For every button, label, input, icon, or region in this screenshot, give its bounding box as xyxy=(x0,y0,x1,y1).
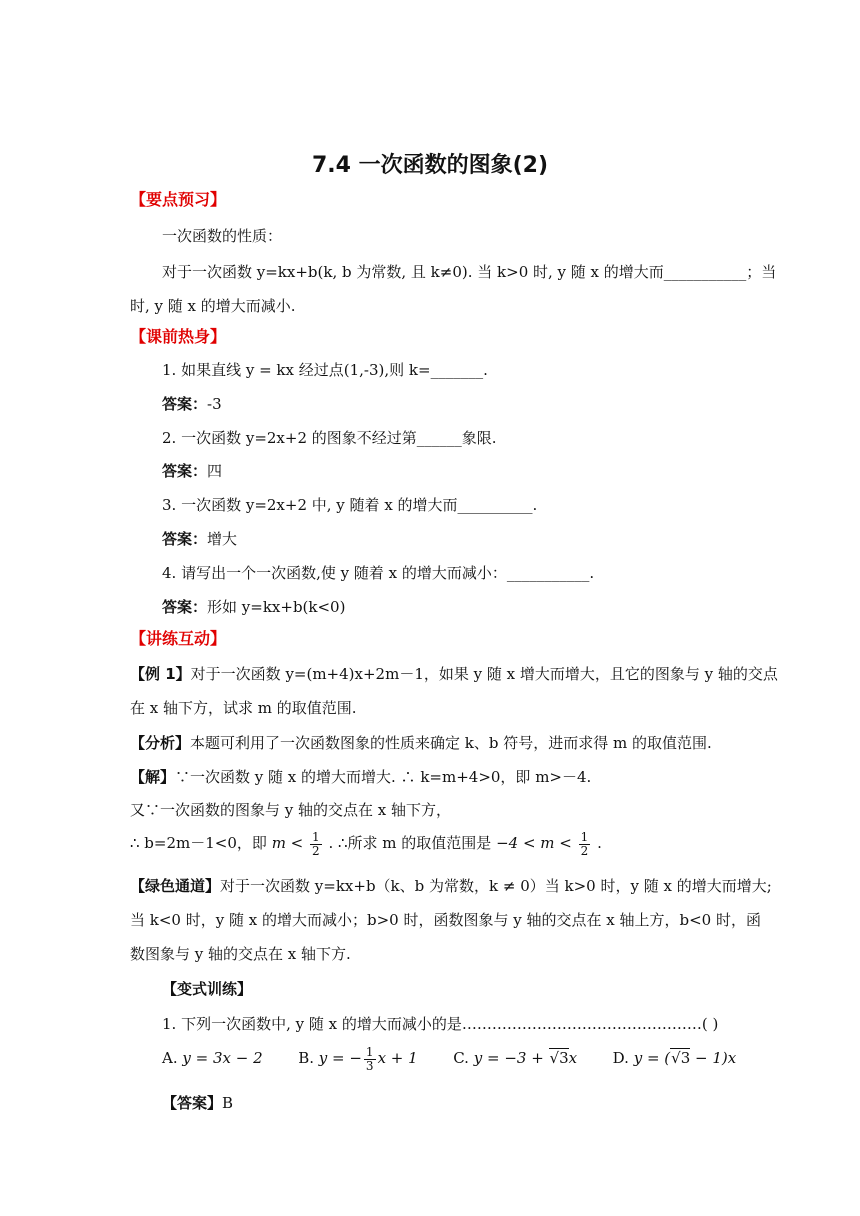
options-row xyxy=(162,1043,736,1073)
fraction-one-half xyxy=(310,831,322,858)
green-text: 对于一次函数 y=kx+b（k、b 为常数，k ≠ 0）当 k>0 时，y 随 x 的增大而增大; xyxy=(220,877,772,895)
answer-value: B xyxy=(222,1094,234,1112)
page-title: 7.4 一次函数的图象(2) xyxy=(311,153,549,178)
option-b-label: B. xyxy=(298,1049,314,1067)
analysis-line xyxy=(130,733,712,753)
answer-value: 形如 y=kx+b(k<0) xyxy=(207,598,346,616)
answer-value: 增大 xyxy=(207,530,238,548)
analysis-text: 本题可利用了一次函数图象的性质来确定 k、b 符号，进而求得 m 的取值范围. xyxy=(190,734,712,752)
option-a-expr: y = 3x − 2 xyxy=(182,1049,263,1067)
frac-num: 1 xyxy=(312,829,320,844)
frac-num: 1 xyxy=(365,1044,374,1059)
option-c-expr-a: y = −3 + xyxy=(473,1049,549,1067)
frac-den: 2 xyxy=(312,843,320,858)
answer-value: 四 xyxy=(207,462,223,480)
option-b xyxy=(298,1044,418,1073)
warmup-answer-3 xyxy=(162,529,237,549)
warmup-question-2: 2. 一次函数 y=2x+2 的图象不经过第______象限. xyxy=(162,429,497,447)
frac-den: 2 xyxy=(580,843,589,858)
variant-question-1: 1. 下列一次函数中, y 随 x 的增大而减小的是…………………………………………( ) xyxy=(162,1015,719,1033)
solution-label: 【解】 xyxy=(130,768,176,786)
answer-label: 答案： xyxy=(162,598,208,616)
variant-label xyxy=(162,979,252,999)
green-line3: 数图象与 y 轴的交点在 x 轴下方. xyxy=(130,945,351,963)
warmup-answer-1 xyxy=(162,394,222,414)
solution3-a: ∴ b=2m－1<0，即 xyxy=(130,834,267,852)
variant-label-text: 【变式训练】 xyxy=(162,980,253,998)
green-line2: 当 k<0 时，y 随 x 的增大而减小；b>0 时，函数图象与 y 轴的交点在 x 轴上方，b<0 时，函 xyxy=(130,911,761,929)
option-d-label: D. xyxy=(612,1049,629,1067)
warmup-answer-2 xyxy=(162,461,222,481)
option-a xyxy=(162,1049,263,1067)
example-line2: 在 x 轴下方，试求 m 的取值范围. xyxy=(130,699,357,717)
preview-line2: 时, y 随 x 的增大而减小. xyxy=(130,297,296,315)
solution-line1 xyxy=(130,767,591,787)
variant-answer xyxy=(162,1093,233,1113)
section-warmup: 【课前热身】 xyxy=(130,327,227,346)
frac-den: 3 xyxy=(365,1058,374,1073)
solution-text: ∵一次函数 y 随 x 的增大而增大. ∴ k=m+4>0，即 m>－4. xyxy=(175,768,592,786)
example-text: 对于一次函数 y=(m+4)x+2m－1，如果 y 随 x 增大而增大，且它的图象与 y 轴的交点 xyxy=(190,665,778,683)
answer-label: 【答案】 xyxy=(162,1094,223,1112)
answer-value: -3 xyxy=(207,395,222,413)
option-d-expr-c: − 1)x xyxy=(690,1049,737,1067)
preview-line1: 对于一次函数 y=kx+b(k, b 为常数, 且 k≠0). 当 k>0 时, y 随 x 的增大而___________；当 xyxy=(162,263,777,281)
green-line1 xyxy=(130,876,772,896)
fraction-one-third xyxy=(364,1046,376,1073)
option-b-expr-a: y = − xyxy=(318,1049,362,1067)
warmup-question-3: 3. 一次函数 y=2x+2 中, y 随着 x 的增大而__________. xyxy=(162,496,538,514)
preview-subtitle: 一次函数的性质： xyxy=(162,227,283,245)
option-a-label: A. xyxy=(162,1049,178,1067)
option-d-expr-a: y = ( xyxy=(633,1049,671,1067)
sqrt-three: √3 xyxy=(671,1049,691,1067)
option-b-expr-b: x + 1 xyxy=(377,1049,418,1067)
sqrt-three: √3 xyxy=(549,1049,569,1067)
answer-label: 答案： xyxy=(162,395,208,413)
analysis-label: 【分析】 xyxy=(130,734,191,752)
option-c xyxy=(453,1048,577,1067)
answer-label: 答案： xyxy=(162,530,208,548)
inequality-m: m < xyxy=(271,834,304,852)
warmup-answer-4 xyxy=(162,597,345,617)
fraction-one-half-2 xyxy=(579,831,591,858)
solution-line2: 又∵一次函数的图象与 y 轴的交点在 x 轴下方， xyxy=(130,801,452,819)
option-d xyxy=(613,1048,737,1067)
answer-label: 答案： xyxy=(162,462,208,480)
frac-num: 1 xyxy=(580,829,589,844)
option-c-label: C. xyxy=(453,1049,469,1067)
example-label: 【例 1】 xyxy=(130,665,191,683)
solution3-e: . xyxy=(597,834,602,852)
example-line1 xyxy=(130,664,778,684)
solution-line3 xyxy=(130,828,602,858)
section-preview: 【要点预习】 xyxy=(130,190,227,209)
range-expression: −4 < m < xyxy=(496,834,572,852)
solution3-c: . ∴所求 m 的取值范围是 xyxy=(328,834,492,852)
warmup-question-1: 1. 如果直线 y = kx 经过点(1,-3),则 k=_______. xyxy=(162,361,488,379)
option-c-expr-c: x xyxy=(568,1049,578,1067)
warmup-question-4: 4. 请写出一个一次函数,使 y 随着 x 的增大而减小：___________. xyxy=(162,564,595,582)
section-interact: 【讲练互动】 xyxy=(130,629,227,648)
green-label: 【绿色通道】 xyxy=(130,877,221,895)
